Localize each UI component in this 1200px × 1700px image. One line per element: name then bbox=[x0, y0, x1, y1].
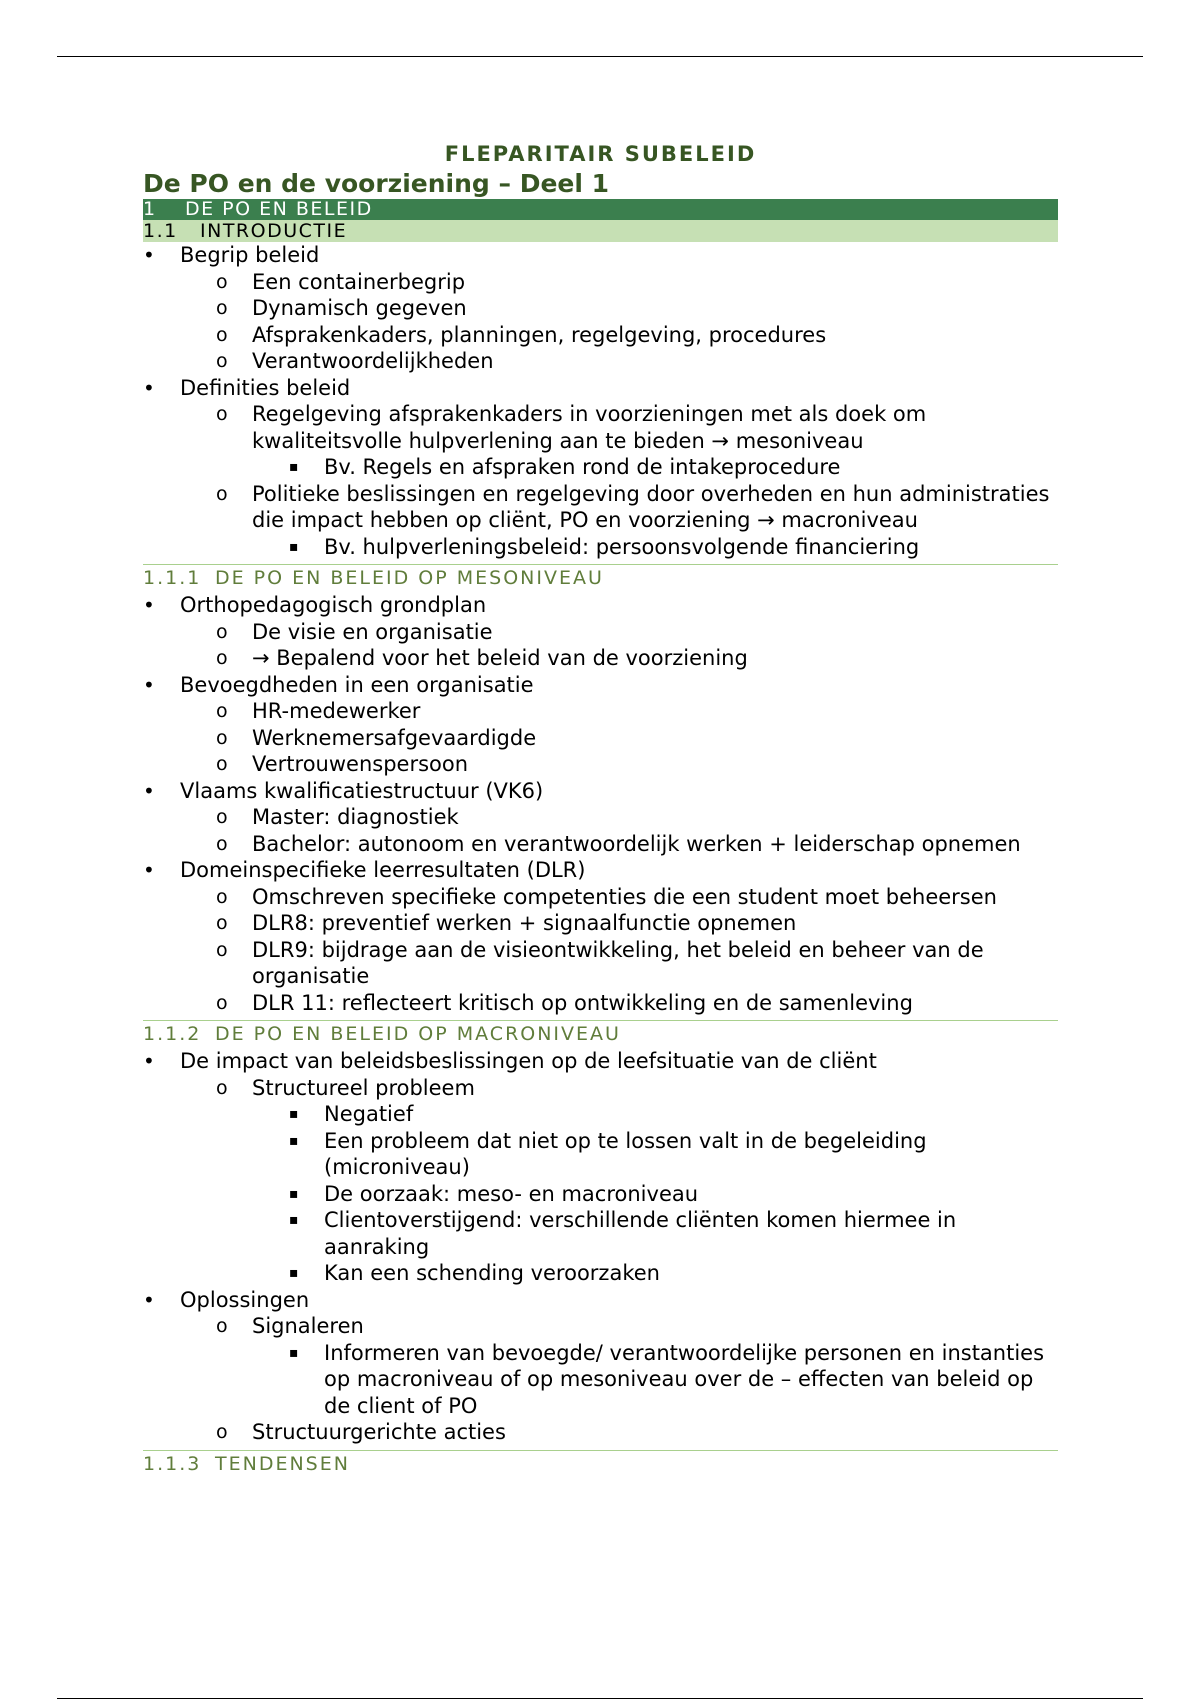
square-marker: ▪ bbox=[289, 1185, 299, 1202]
square-marker: ▪ bbox=[289, 459, 299, 475]
square-marker: ▪ bbox=[289, 1212, 299, 1228]
list-item: o De visie en organisatie bbox=[216, 619, 493, 644]
circle-marker: o bbox=[216, 912, 228, 934]
list-item: o Regelgeving afsprakenkaders in voorzieningen met als doek om kwaliteitsvolle hulpverlening aan te bieden → mesoniveau bbox=[216, 402, 927, 453]
circle-marker: o bbox=[216, 620, 228, 643]
list-item: o Afsprakenkaders, planningen, regelgeving, procedures bbox=[216, 322, 827, 347]
list-item: ▪ Clientoverstijgend: verschillende cliënten komen hiermee in aanraking bbox=[289, 1208, 957, 1259]
circle-marker: o bbox=[216, 700, 228, 722]
list-item: • Definities beleid bbox=[143, 375, 351, 400]
circle-marker: o bbox=[216, 832, 228, 855]
heading-1-1 bbox=[143, 220, 1058, 242]
heading-1 bbox=[143, 199, 1058, 220]
circle-marker: o bbox=[216, 297, 228, 319]
heading-1-1-3 bbox=[143, 1450, 1058, 1478]
circle-marker: o bbox=[216, 726, 228, 749]
circle-marker: o bbox=[216, 270, 228, 293]
bullet-marker: • bbox=[143, 672, 155, 697]
heading-text: DE PO EN BELEID bbox=[185, 199, 373, 220]
list-item: • Begrip beleid bbox=[143, 243, 320, 267]
list-item: • Domeinspecifieke leerresultaten (DLR) bbox=[143, 858, 586, 882]
circle-marker: o bbox=[216, 753, 228, 775]
list-item: ▪ Bv. hulpverleningsbeleid: persoonsvolgende financiering bbox=[289, 534, 920, 559]
list-item: • Oplossingen bbox=[143, 1287, 310, 1312]
circle-marker: o bbox=[216, 938, 228, 961]
square-marker: ▪ bbox=[289, 1265, 299, 1281]
heading-number: 1.1.3 bbox=[143, 1452, 202, 1475]
circle-marker: o bbox=[216, 1421, 228, 1443]
list-item: o Bachelor: autonoom en verantwoordelijk werken + leiderschap opnemen bbox=[216, 831, 1021, 856]
list-item: o DLR 11: reflecteert kritisch op ontwikkeling en de samenleving bbox=[216, 990, 913, 1015]
heading-number: 1.1 bbox=[143, 220, 178, 242]
list-item: o Politieke beslissingen en regelgeving door overheden en hun administraties die impact hebben op cliënt, PO en voorziening → macroniveau bbox=[216, 481, 1050, 532]
list-item: o Een containerbegrip bbox=[216, 269, 466, 294]
bullet-marker: • bbox=[143, 1287, 155, 1312]
heading-number: 1.1.1 bbox=[143, 567, 202, 589]
list-item: o Vertrouwenspersoon bbox=[216, 752, 469, 776]
square-marker: ▪ bbox=[289, 1132, 299, 1149]
heading-1-1-1 bbox=[143, 564, 1058, 592]
heading-number: 1.1.2 bbox=[143, 1023, 202, 1045]
list-item: ▪ De oorzaak: meso- en macroniveau bbox=[289, 1181, 699, 1206]
circle-marker: o bbox=[216, 323, 228, 346]
heading-text: TENDENSEN bbox=[215, 1452, 350, 1475]
circle-marker: o bbox=[216, 1315, 228, 1337]
list-item: o Structureel probleem bbox=[216, 1075, 475, 1100]
bullet-marker: • bbox=[143, 593, 155, 617]
document-subtitle: De PO en de voorziening – Deel 1 bbox=[143, 169, 610, 198]
heading-text: INTRODUCTIE bbox=[200, 220, 348, 242]
list-item: o → Bepalend voor het beleid van de voorziening bbox=[216, 646, 748, 670]
heading-number: 1 bbox=[143, 199, 157, 220]
bullet-marker: • bbox=[143, 375, 155, 400]
list-item: • Vlaams kwalificatiestructuur (VK6) bbox=[143, 778, 544, 803]
list-item: ▪ Een probleem dat niet op te lossen valt in de begeleiding (microniveau) bbox=[289, 1128, 927, 1179]
heading-text: DE PO EN BELEID OP MESONIVEAU bbox=[215, 567, 604, 589]
list-item: ▪ Kan een schending veroorzaken bbox=[289, 1261, 660, 1285]
list-item: o Structuurgerichte acties bbox=[216, 1420, 506, 1444]
list-item: • Orthopedagogisch grondplan bbox=[143, 593, 487, 617]
list-item: o DLR9: bijdrage aan de visieontwikkeling, het beleid en beheer van de organisatie bbox=[216, 937, 984, 988]
list-item: o Signaleren bbox=[216, 1314, 364, 1338]
circle-marker: o bbox=[216, 350, 228, 372]
bullet-marker: • bbox=[143, 243, 155, 267]
list-item: ▪ Bv. Regels en afspraken rond de intakeprocedure bbox=[289, 455, 841, 479]
list-item: o Master: diagnostiek bbox=[216, 805, 459, 829]
footer-rule bbox=[57, 1698, 1143, 1699]
header-rule bbox=[57, 56, 1143, 57]
square-marker: ▪ bbox=[289, 1344, 299, 1361]
circle-marker: o bbox=[216, 1076, 228, 1099]
circle-marker: o bbox=[216, 806, 228, 828]
list-item: o Verantwoordelijkheden bbox=[216, 349, 494, 373]
circle-marker: o bbox=[216, 885, 228, 908]
bullet-marker: • bbox=[143, 858, 155, 882]
list-item: o Dynamisch gegeven bbox=[216, 296, 467, 320]
list-item: • Bevoegdheden in een organisatie bbox=[143, 672, 534, 697]
list-item: o HR-medewerker bbox=[216, 699, 421, 723]
bullet-marker: • bbox=[143, 778, 155, 803]
circle-marker: o bbox=[216, 482, 228, 505]
circle-marker: o bbox=[216, 647, 228, 669]
list-item: o DLR8: preventief werken + signaalfunctie opnemen bbox=[216, 911, 797, 935]
circle-marker: o bbox=[216, 991, 228, 1014]
list-item: o Werknemersafgevaardigde bbox=[216, 725, 537, 750]
list-item: ▪ Negatief bbox=[289, 1102, 414, 1126]
document-title: FLEPARITAIR SUBELEID bbox=[444, 142, 757, 166]
square-marker: ▪ bbox=[289, 1106, 299, 1122]
list-item: • De impact van beleidsbeslissingen op de leefsituatie van de cliënt bbox=[143, 1049, 877, 1073]
heading-1-1-2 bbox=[143, 1020, 1058, 1048]
circle-marker: o bbox=[216, 403, 228, 425]
list-item: o Omschreven specifieke competenties die een student moet beheersen bbox=[216, 884, 997, 909]
bullet-marker: • bbox=[143, 1049, 155, 1073]
list-item: ▪ Informeren van bevoegde/ verantwoordelijke personen en instanties op macroniveau of op mesoniveau over de – effecten van beleid op de client of PO bbox=[289, 1340, 1045, 1418]
document-body bbox=[143, 140, 1058, 1478]
heading-text: DE PO EN BELEID OP MACRONIVEAU bbox=[215, 1023, 621, 1045]
square-marker: ▪ bbox=[289, 538, 299, 555]
